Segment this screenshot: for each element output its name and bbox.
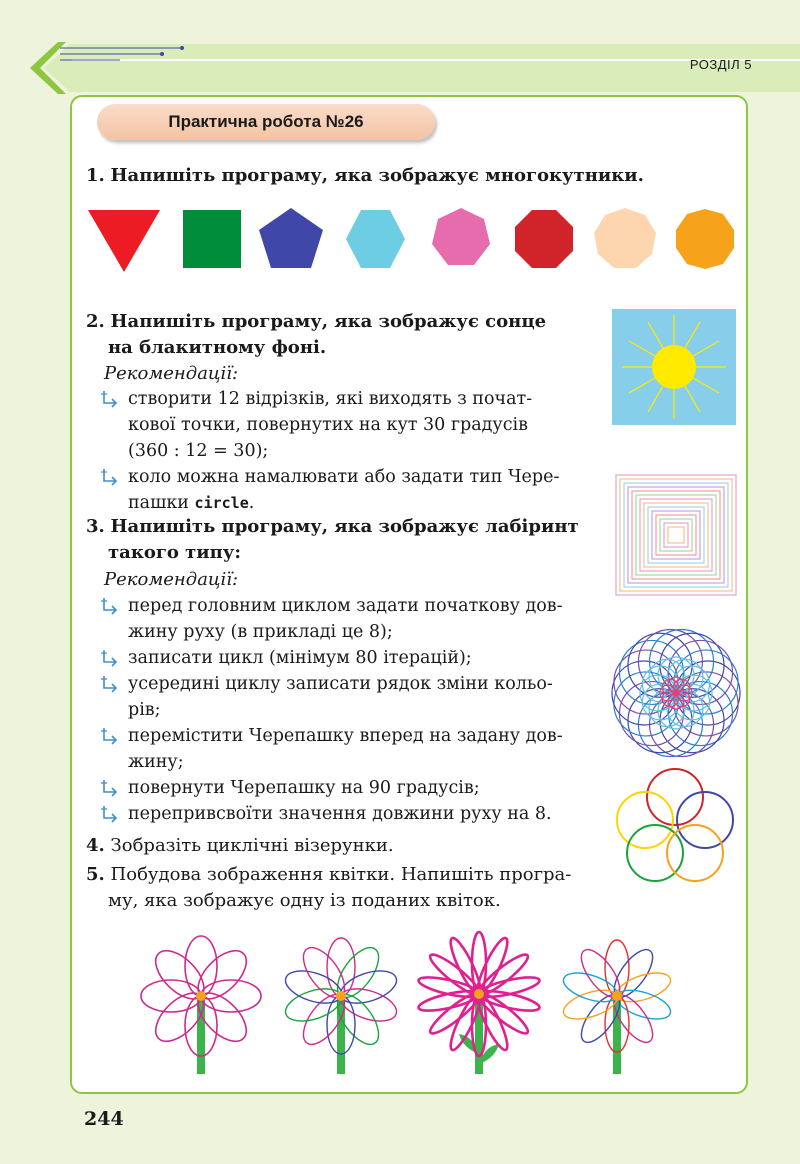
section-label: РОЗДІЛ 5 bbox=[689, 57, 752, 72]
task-2-item-2-line1: коло можна намалювати або задати тип Чере- bbox=[128, 467, 560, 487]
arrow-bullet-icon bbox=[99, 778, 121, 800]
task-3-item-5 bbox=[128, 775, 480, 801]
arrow-bullet-icon bbox=[99, 726, 121, 748]
arrow-bullet-icon bbox=[99, 674, 121, 696]
task-5 bbox=[86, 862, 571, 914]
decagon-shape bbox=[676, 209, 734, 269]
arrow-bullet-icon bbox=[99, 648, 121, 670]
task-3-item-4-line1: перемістити Черепашку вперед на задану дов- bbox=[128, 726, 563, 746]
task-2-line1: Напишіть програму, яка зображує сонце bbox=[110, 311, 547, 332]
task-1-text: Напишіть програму, яка зображує многокутники. bbox=[110, 165, 644, 186]
arrow-bullet-icon bbox=[99, 804, 121, 826]
triangle-shape bbox=[88, 210, 160, 272]
task-2-item-1-line2: кової точки, повернутих на кут 30 градусів bbox=[128, 415, 528, 435]
code-circle: circle bbox=[194, 494, 249, 512]
task-2-item-1-line3: (360 : 12 = 30); bbox=[128, 441, 269, 461]
labyrinth-image bbox=[614, 470, 738, 600]
task-3-item-1-line1: перед головним циклом задати початкову дов- bbox=[128, 596, 563, 616]
heptagon-shape bbox=[432, 208, 490, 265]
task-3-line2: такого типу: bbox=[108, 542, 241, 563]
task-3-item-6 bbox=[128, 801, 552, 827]
task-2-item-1 bbox=[128, 386, 532, 464]
circle-pattern-image bbox=[608, 625, 744, 761]
task-1 bbox=[86, 163, 644, 189]
task-4-number: 4. bbox=[86, 835, 105, 856]
task-3-item-3 bbox=[128, 671, 553, 723]
task-3-line1: Напишіть програму, яка зображує лабіринт bbox=[110, 516, 579, 537]
polygons-row bbox=[80, 200, 750, 280]
task-4 bbox=[86, 833, 394, 859]
task-3-item-2-line1: записати цикл (мінімум 80 ітерацій); bbox=[128, 648, 472, 668]
task-2-item-2-line2: пашки bbox=[128, 493, 189, 513]
arrow-bullet-icon bbox=[99, 467, 121, 489]
task-2-item-1-line1: створити 12 відрізків, які виходять з почат- bbox=[128, 389, 533, 409]
header-decoration bbox=[0, 38, 800, 98]
task-5-number: 5. bbox=[86, 864, 105, 885]
task-3-item-1 bbox=[128, 593, 563, 645]
task-3-item-3-line2: рів; bbox=[128, 700, 161, 720]
task-3-item-5-line1: повернути Черепашку на 90 градусів; bbox=[128, 778, 480, 798]
task-2-item-2-tail: . bbox=[248, 493, 255, 513]
task-3-item-4-line2: жину; bbox=[128, 752, 184, 772]
task-3-item-2 bbox=[128, 645, 472, 671]
task-3-item-1-line2: жину руху (в прикладі це 8); bbox=[128, 622, 393, 642]
task-3-item-4 bbox=[128, 723, 563, 775]
task-2-number: 2. bbox=[86, 311, 105, 332]
task-2-line2: на блакитному фоні. bbox=[108, 337, 327, 358]
nonagon-shape bbox=[594, 208, 656, 268]
task-3-item-3-line1: усередині циклу записати рядок зміни кольо- bbox=[128, 674, 553, 694]
task-2-recommendations-title: Рекомендації: bbox=[104, 363, 239, 384]
square-shape bbox=[183, 210, 241, 268]
page-title: Практична робота №26 bbox=[97, 104, 435, 140]
task-4-text: Зобразіть циклічні візерунки. bbox=[110, 835, 394, 856]
octagon-shape bbox=[515, 210, 573, 268]
flower-4-image bbox=[552, 928, 682, 1074]
task-2-item-2 bbox=[128, 464, 559, 516]
arrow-bullet-icon bbox=[99, 596, 121, 618]
flower-1-image bbox=[136, 928, 266, 1074]
hexagon-shape bbox=[346, 210, 405, 268]
sun-image bbox=[612, 309, 736, 425]
task-5-line1: Побудова зображення квітки. Напишіть програ- bbox=[110, 864, 572, 885]
pentagon-shape bbox=[259, 208, 323, 268]
task-3 bbox=[86, 514, 579, 566]
task-3-number: 3. bbox=[86, 516, 105, 537]
flower-3-image bbox=[412, 928, 546, 1074]
task-3-item-6-line1: перепривсвоїти значення довжини руху на 8. bbox=[128, 804, 552, 824]
arrow-bullet-icon bbox=[99, 389, 121, 411]
task-1-number: 1. bbox=[86, 165, 105, 186]
task-2 bbox=[86, 309, 546, 361]
flower-2-image bbox=[276, 928, 406, 1074]
page-number: 244 bbox=[84, 1108, 124, 1130]
task-5-line2: му, яка зображує одну із поданих квіток. bbox=[108, 890, 501, 911]
task-3-recommendations-title: Рекомендації: bbox=[104, 569, 239, 590]
rings-image bbox=[612, 765, 738, 885]
